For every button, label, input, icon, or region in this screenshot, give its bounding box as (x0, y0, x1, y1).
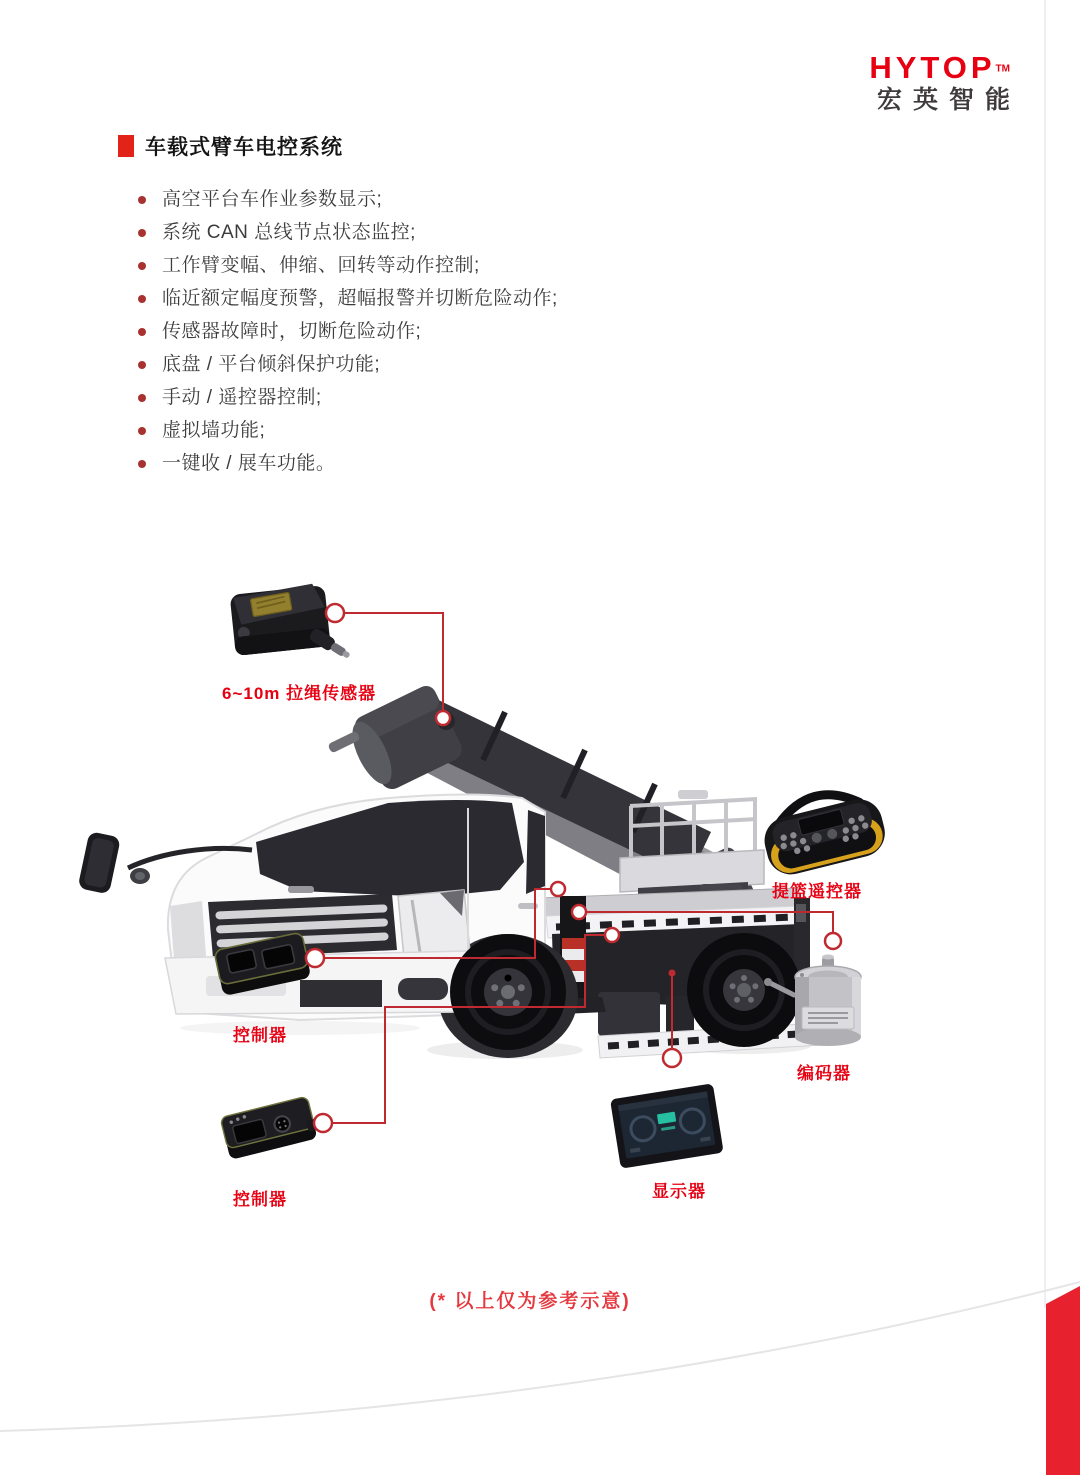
page-title: 车载式臂车电控系统 (145, 136, 343, 159)
node-deck-anchor (572, 905, 586, 919)
controller-bottom-illustration (220, 1095, 322, 1160)
node-encoder (825, 933, 841, 949)
brand-logo-text: HYTOP (869, 50, 996, 85)
front-wheel (450, 934, 566, 1050)
truck-illustration (78, 683, 840, 1059)
feature-text: 底盘 / 平台倾斜保护功能; (162, 354, 381, 375)
feature-text: 手动 / 遥控器控制; (162, 387, 322, 408)
node-display (663, 1049, 681, 1067)
feature-text: 临近额定幅度预警，超幅报警并切断危险动作; (162, 288, 558, 309)
node-display-anchor (669, 970, 676, 977)
label-controller-top: 控制器 (233, 1026, 287, 1045)
label-display: 显示器 (652, 1182, 706, 1201)
label-basket-remote: 提篮遥控器 (772, 882, 862, 901)
rope-sensor-illustration (229, 580, 353, 673)
node-controller-top (306, 949, 324, 967)
feature-text: 高空平台车作业参数显示; (162, 189, 383, 210)
node-controller-bottom (314, 1114, 332, 1132)
feature-text: 工作臂变幅、伸缩、回转等动作控制; (162, 255, 480, 276)
brand-logo-subtext: 宏英智能 (876, 86, 1021, 114)
reference-footnote: (* 以上仅为参考示意) (429, 1291, 631, 1312)
node-boom-anchor (436, 711, 450, 725)
node-bed-anchor (605, 928, 619, 942)
label-rope-sensor: 6~10m 拉绳传感器 (222, 684, 377, 703)
trademark-mark: TM (995, 63, 1010, 75)
feature-text: 系统 CAN 总线节点状态监控; (162, 222, 416, 243)
feature-text: 虚拟墙功能; (162, 420, 266, 441)
corner-accent (1046, 1286, 1080, 1475)
display-illustration (610, 1083, 724, 1168)
node-cab-anchor (551, 882, 565, 896)
feature-text: 传感器故障时，切断危险动作; (162, 321, 422, 342)
label-encoder: 编码器 (797, 1064, 851, 1083)
feature-text: 一键收 / 展车功能。 (162, 453, 336, 474)
label-controller-bottom: 控制器 (233, 1190, 287, 1209)
side-mirror (78, 831, 121, 894)
node-rope-sensor (326, 604, 344, 622)
basket-remote-illustration (756, 782, 889, 879)
